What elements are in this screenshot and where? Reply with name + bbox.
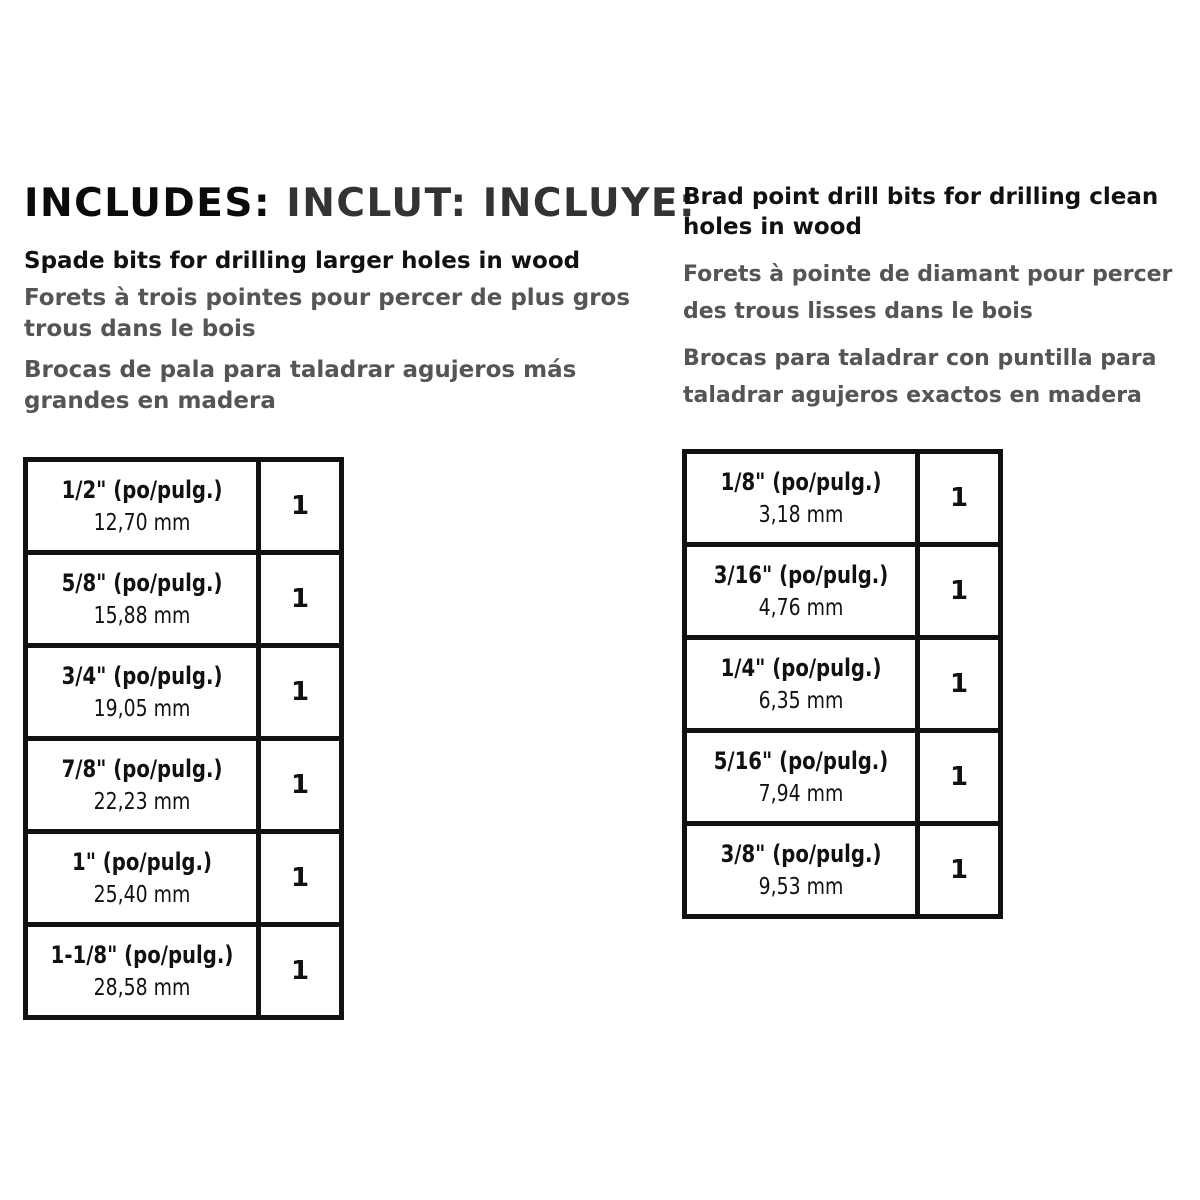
spade-bits-description: [24, 245, 644, 417]
size-mm: 12,70 mm: [93, 510, 191, 536]
spade-desc-es: Brocas de pala para taladrar agujeros más grandes en madera: [24, 357, 577, 414]
size-cell: [685, 731, 918, 824]
quantity-cell: 1: [259, 832, 342, 925]
quantity-cell: 1: [259, 739, 342, 832]
size-mm: 22,23 mm: [93, 789, 191, 815]
size-inch: 1" (po/pulg.): [72, 848, 212, 876]
size-inch: 1/2" (po/pulg.): [61, 476, 223, 504]
size-inch: 3/16" (po/pulg.): [713, 561, 889, 589]
brad-desc-fr: Forets à pointe de diamant pour percer des trous lisses dans le bois: [683, 262, 1173, 324]
size-cell: [26, 739, 259, 832]
table-row: [685, 731, 1001, 824]
size-mm: 4,76 mm: [758, 595, 844, 621]
quantity-cell: 1: [259, 460, 342, 553]
size-cell: [685, 824, 918, 917]
spade-desc-en: Spade bits for drilling larger holes in wood: [24, 248, 581, 274]
quantity-cell: 1: [259, 553, 342, 646]
table-row: [26, 460, 342, 553]
size-mm: 25,40 mm: [93, 882, 191, 908]
table-row: [685, 638, 1001, 731]
quantity-cell: 1: [918, 545, 1001, 638]
quantity-cell: 1: [918, 638, 1001, 731]
size-cell: [685, 452, 918, 545]
table-row: [26, 553, 342, 646]
size-cell: [26, 553, 259, 646]
quantity-cell: 1: [259, 646, 342, 739]
table-row: [685, 824, 1001, 917]
size-inch: 3/8" (po/pulg.): [720, 840, 882, 868]
size-mm: 6,35 mm: [758, 688, 844, 714]
size-cell: [26, 832, 259, 925]
quantity-cell: 1: [918, 452, 1001, 545]
size-mm: 7,94 mm: [758, 781, 844, 807]
table-row: [26, 739, 342, 832]
size-inch: 1-1/8" (po/pulg.): [50, 941, 234, 969]
page-title: [24, 178, 696, 230]
brad-desc-es: Brocas para taladrar con puntilla para taladrar agujeros exactos en madera: [683, 346, 1157, 408]
size-inch: 1/4" (po/pulg.): [720, 654, 882, 682]
size-cell: [26, 925, 259, 1018]
size-mm: 3,18 mm: [758, 502, 844, 528]
size-inch: 3/4" (po/pulg.): [61, 662, 223, 690]
size-mm: 19,05 mm: [93, 696, 191, 722]
size-inch: 5/8" (po/pulg.): [61, 569, 223, 597]
quantity-cell: 1: [918, 731, 1001, 824]
brad-point-description: [683, 182, 1193, 414]
title-es: INCLUYE:: [482, 181, 697, 226]
size-cell: [26, 460, 259, 553]
size-inch: 5/16" (po/pulg.): [713, 747, 889, 775]
size-mm: 9,53 mm: [758, 874, 844, 900]
brad-desc-en: Brad point drill bits for drilling clean holes in wood: [683, 184, 1159, 240]
brad-point-bits-table: [682, 449, 1003, 919]
spade-desc-fr: Forets à trois pointes pour percer de plus gros trous dans le bois: [24, 285, 631, 342]
table-row: [26, 832, 342, 925]
quantity-cell: 1: [259, 925, 342, 1018]
size-inch: 1/8" (po/pulg.): [720, 468, 882, 496]
table-row: [685, 452, 1001, 545]
size-mm: 28,58 mm: [93, 975, 191, 1001]
spade-bits-table: [23, 457, 344, 1020]
table-row: [685, 545, 1001, 638]
size-mm: 15,88 mm: [93, 603, 191, 629]
size-inch: 7/8" (po/pulg.): [61, 755, 223, 783]
quantity-cell: 1: [918, 824, 1001, 917]
title-fr: INCLUT:: [286, 181, 468, 226]
table-row: [26, 646, 342, 739]
size-cell: [685, 638, 918, 731]
table-row: [26, 925, 342, 1018]
title-en: INCLUDES:: [24, 181, 272, 226]
size-cell: [26, 646, 259, 739]
size-cell: [685, 545, 918, 638]
